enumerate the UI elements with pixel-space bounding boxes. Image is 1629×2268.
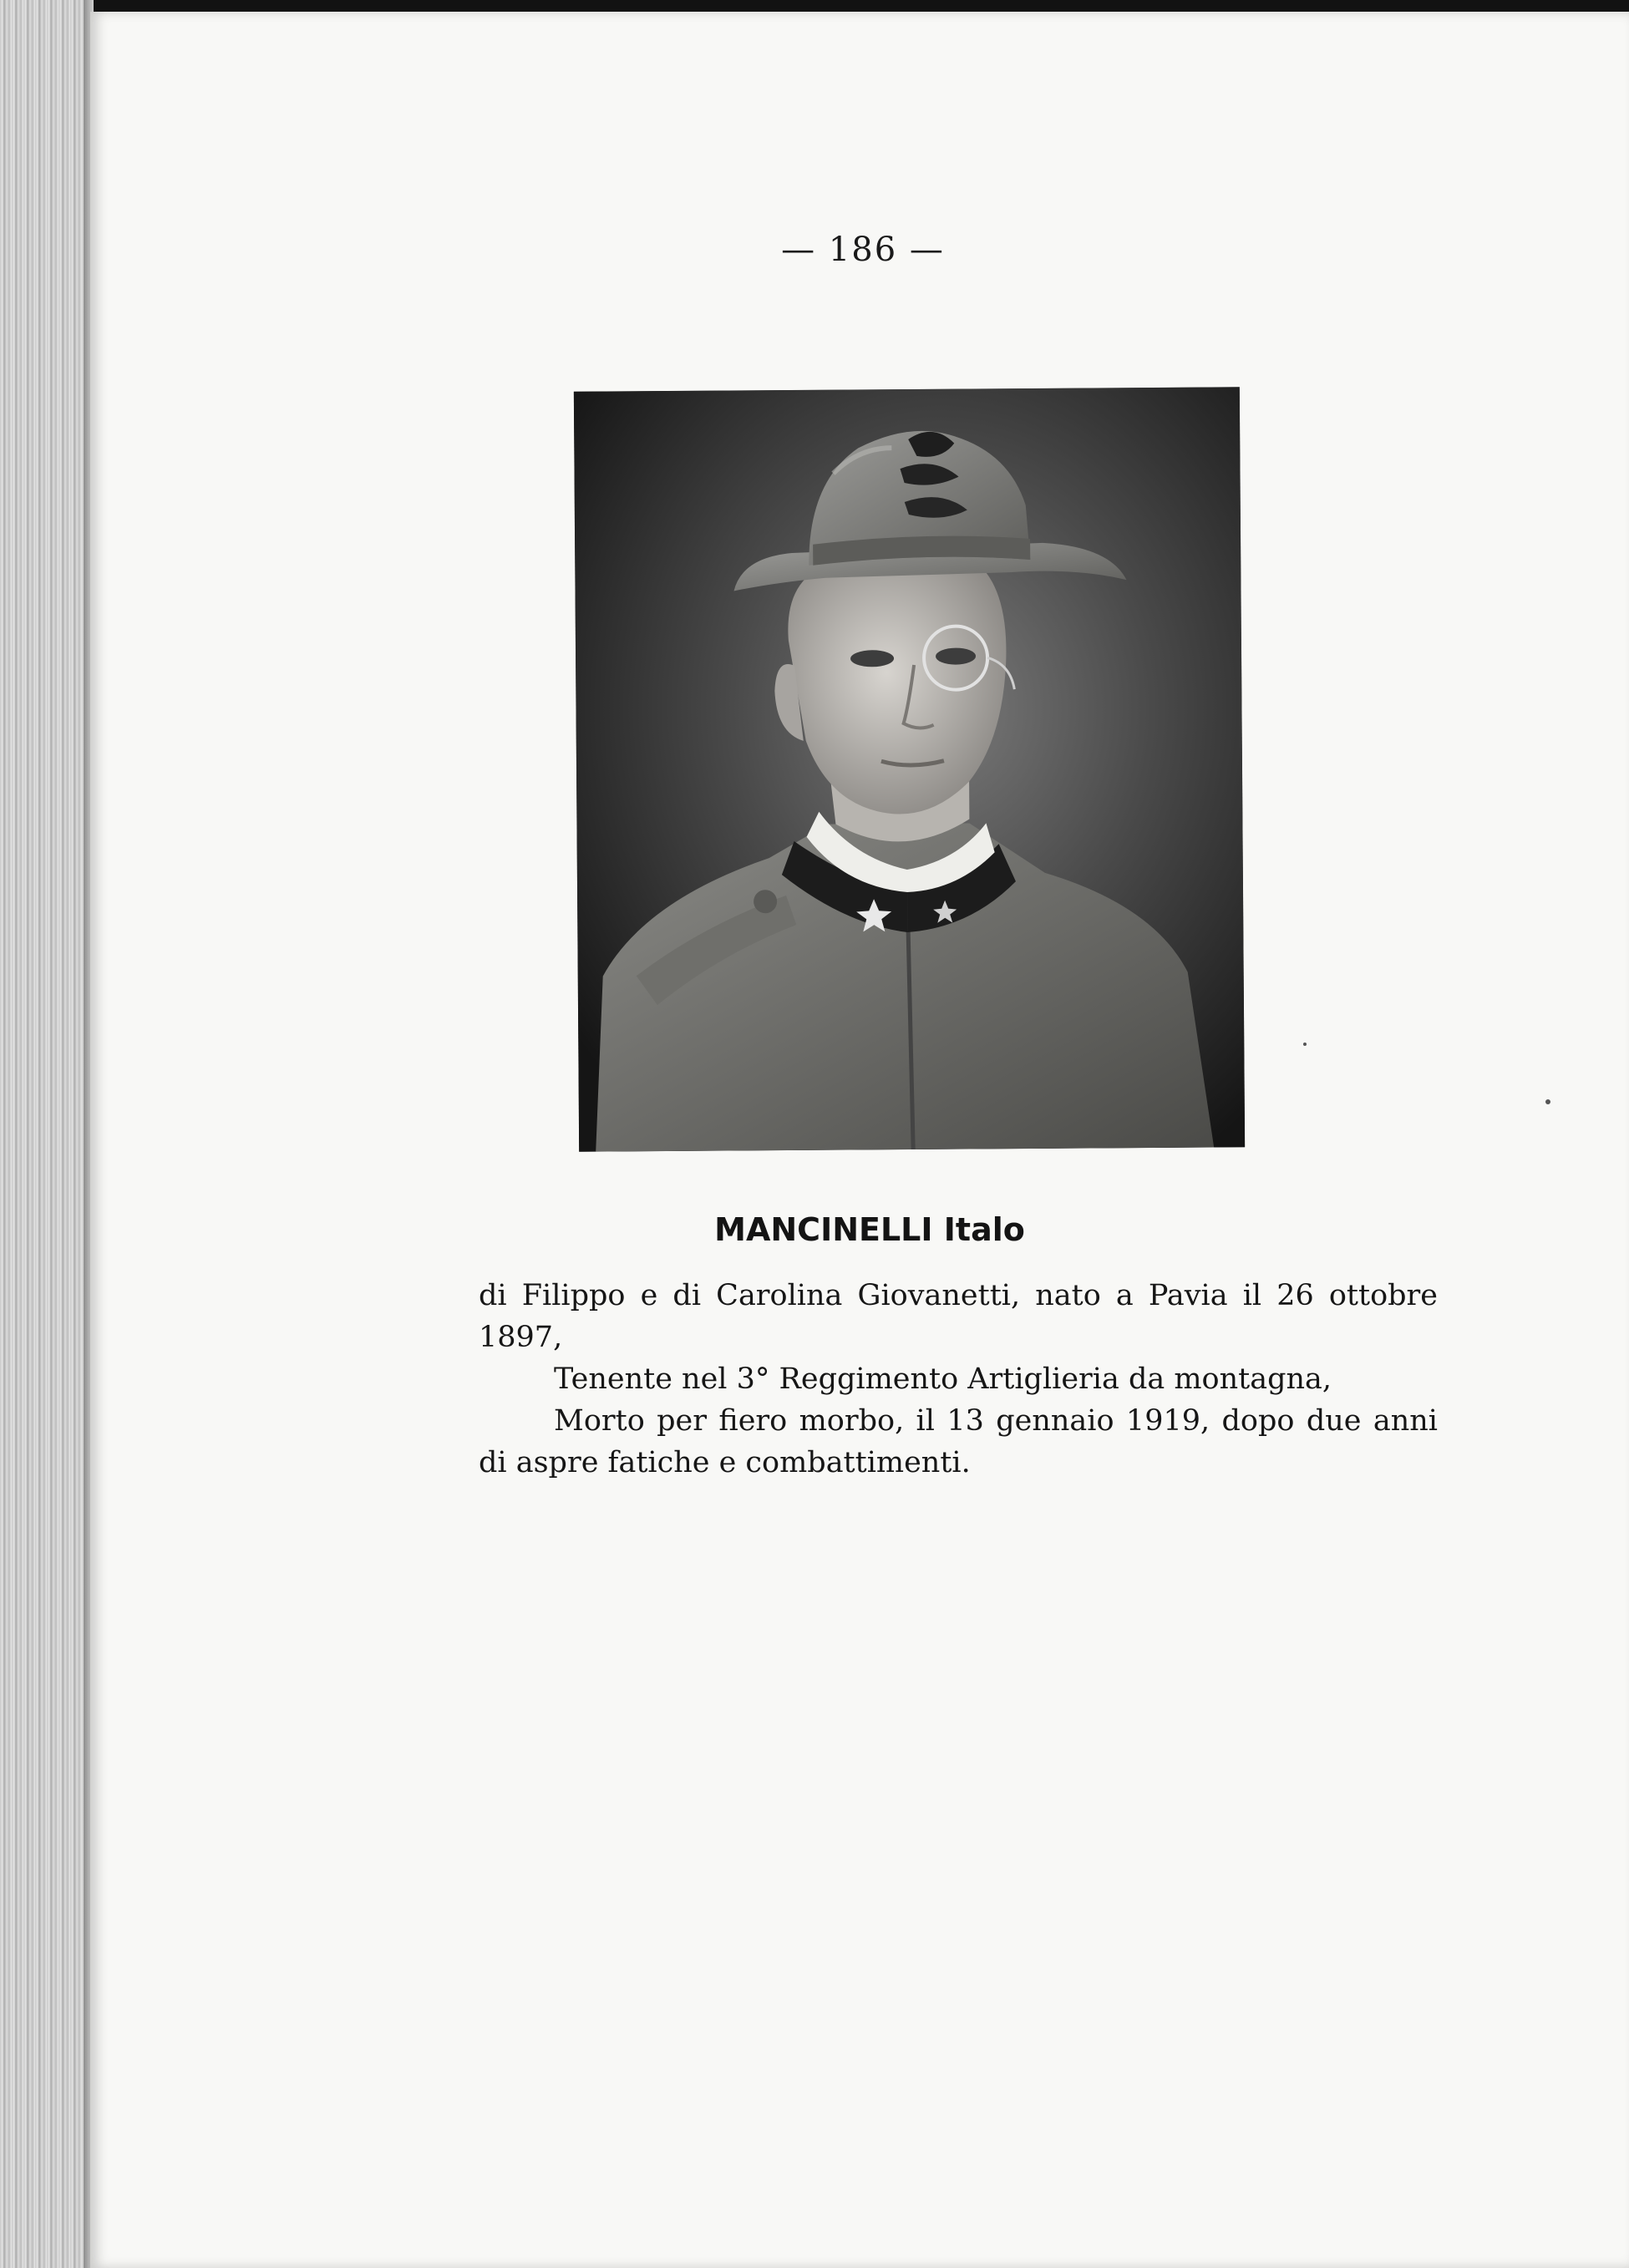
paper-speck xyxy=(1545,1099,1550,1104)
stacked-page-edges xyxy=(0,0,94,2268)
biography-text xyxy=(479,1275,1438,1484)
biography-paragraph: di Filippo e di Carolina Giovanetti, nato a Pavia il 26 ottobre 1897, xyxy=(479,1279,1438,1354)
person-name-heading: MANCINELLI Italo xyxy=(714,1211,1025,1248)
book-page xyxy=(90,12,1629,2268)
biography-paragraph: Morto per fiero morbo, il 13 gennaio 1919, dopo due anni di aspre fatiche e combattimenti. xyxy=(479,1404,1438,1479)
portrait-photograph-illustration xyxy=(574,387,1245,1152)
page-number: — 186 — xyxy=(781,231,945,269)
portrait-photograph xyxy=(574,387,1245,1152)
paper-speck xyxy=(1303,1043,1307,1046)
biography-paragraph: Tenente nel 3° Reggimento Artiglieria da montagna, xyxy=(554,1362,1332,1396)
